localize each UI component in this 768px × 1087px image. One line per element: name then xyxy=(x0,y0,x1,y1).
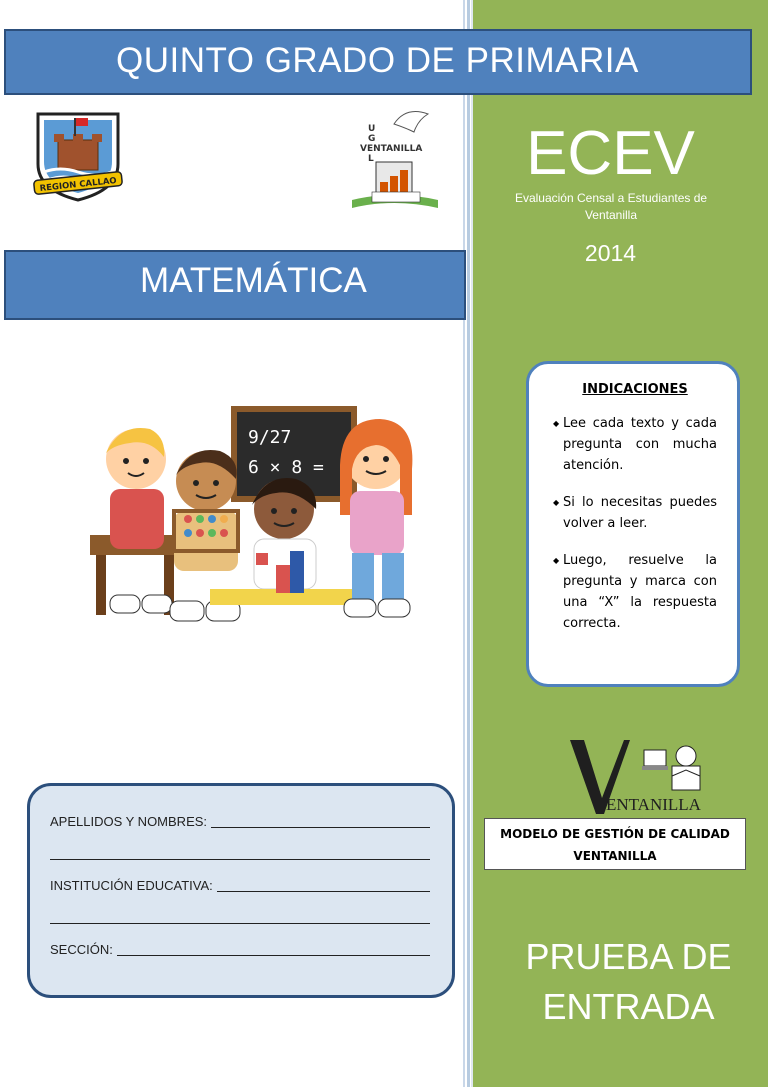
subject-title: MATEMÁTICA xyxy=(4,250,466,320)
name-fill-line-2[interactable] xyxy=(50,846,430,860)
institution-continuation-row xyxy=(50,910,430,942)
instruction-text: Si lo necesitas puedes volver a leer. xyxy=(563,495,717,531)
ventanilla-v-logo xyxy=(568,736,713,816)
section-row xyxy=(50,942,430,974)
name-continuation-row xyxy=(50,846,430,878)
ecev-title: ECEV xyxy=(526,119,695,188)
quality-model-line: VENTANILLA xyxy=(573,849,657,863)
ugel-letter: L xyxy=(368,154,374,164)
instruction-item xyxy=(553,492,717,534)
board-line: 9/27 xyxy=(248,427,292,448)
ugel-letter: U xyxy=(368,124,376,134)
blue-stripe xyxy=(467,0,470,1087)
section-fill-line[interactable] xyxy=(117,942,430,956)
institution-fill-line[interactable] xyxy=(217,878,430,892)
board-line: 6 × 8 = xyxy=(248,457,324,478)
instruction-text: Luego, resuelve la pregunta y marca con una “X” la respuesta correcta. xyxy=(563,553,717,631)
ugel-letter: G xyxy=(368,134,376,144)
section-label: SECCIÓN: xyxy=(50,942,113,957)
test-type-line: ENTRADA xyxy=(542,986,715,1027)
children-learning-illustration xyxy=(90,405,420,645)
ventanilla-logo-text: ENTANILLA xyxy=(606,795,701,814)
instruction-item xyxy=(553,413,717,476)
region-callao-logo xyxy=(30,106,126,202)
instruction-item xyxy=(553,550,717,634)
test-type-line: PRUEBA DE xyxy=(525,936,732,977)
name-row xyxy=(50,814,430,846)
institution-label: INSTITUCIÓN EDUCATIVA: xyxy=(50,878,213,893)
blue-stripe xyxy=(463,0,465,1087)
callao-logo-text: REGION CALLAO xyxy=(39,175,118,194)
name-label: APELLIDOS Y NOMBRES: xyxy=(50,814,208,829)
year: 2014 xyxy=(584,240,637,266)
test-type-title xyxy=(500,932,757,1032)
institution-fill-line-2[interactable] xyxy=(50,910,430,924)
institution-row xyxy=(50,878,430,910)
instructions-title: INDICACIONES xyxy=(582,382,688,397)
quality-model-line: MODELO DE GESTIÓN DE CALIDAD xyxy=(500,827,730,841)
quality-model-box xyxy=(484,818,746,870)
diamond-bullet-icon: ◆ xyxy=(553,498,560,507)
instructions-box xyxy=(526,361,740,687)
student-info-form xyxy=(27,783,455,998)
ugel-name: VENTANILLA xyxy=(360,144,423,154)
name-fill-line[interactable] xyxy=(211,814,430,828)
ecev-subtitle: Evaluación Censal a Estudiantes de Ventanilla xyxy=(514,191,708,222)
grade-banner: QUINTO GRADO DE PRIMARIA xyxy=(4,29,752,95)
ugel-ventanilla-logo xyxy=(348,104,442,212)
diamond-bullet-icon: ◆ xyxy=(553,419,560,428)
instruction-text: Lee cada texto y cada pregunta con mucha atención. xyxy=(563,416,717,473)
diamond-bullet-icon: ◆ xyxy=(553,556,560,565)
